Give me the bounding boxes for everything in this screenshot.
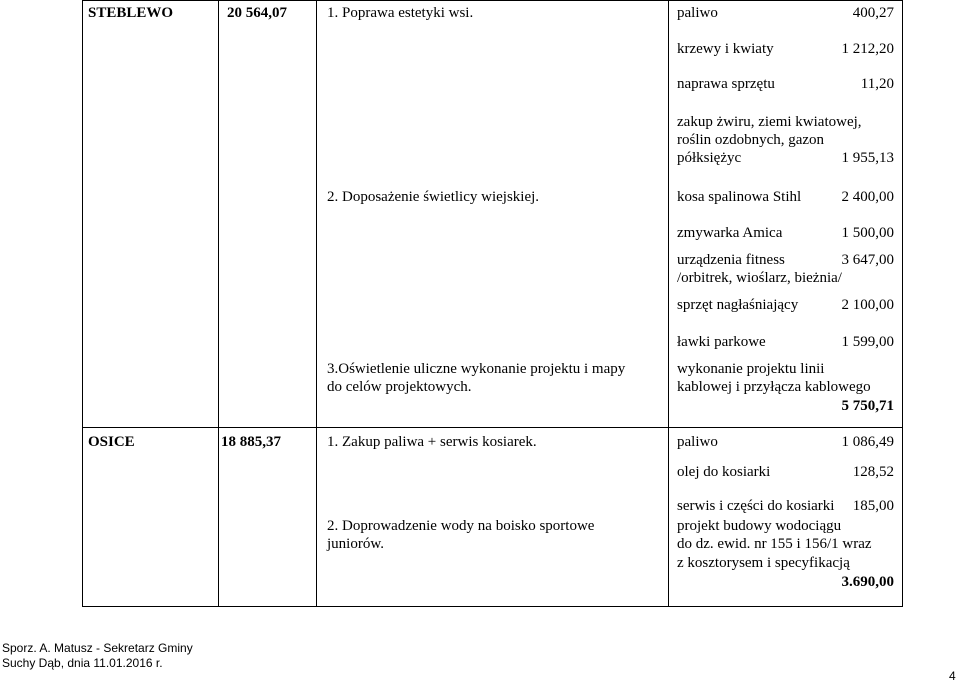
item-name: projekt budowy wodociągu [677,518,842,534]
col-divider-village [218,0,219,607]
item-name: paliwo [677,5,718,21]
item-value: 2 100,00 [841,297,894,313]
item-name: kosa spalinowa Stihl [677,189,802,205]
item-value: 3.690,00 [841,574,894,590]
col-divider-amount [316,0,317,607]
village-amount: 18 885,37 [221,434,281,450]
item-value: 128,52 [852,464,894,480]
project-name: 2. Doprowadzenie wody na boisko sportowe [327,518,595,534]
item-name: wykonanie projektu linii [677,361,825,377]
item-value: 1 599,00 [841,334,894,350]
project-name: 3.Oświetlenie uliczne wykonanie projektu i mapy [327,361,626,377]
item-name: do dz. ewid. nr 155 i 156/1 wraz [677,536,872,552]
item-value: 1 500,00 [841,225,894,241]
village-name: OSICE [88,434,135,450]
item-value: 3 647,00 [841,252,894,268]
item-name: olej do kosiarki [677,464,771,480]
table-bottom-border [82,606,903,607]
item-value: 1 212,20 [841,41,894,57]
project-name: 1. Zakup paliwa + serwis kosiarek. [327,434,537,450]
table-right-border [902,0,903,607]
page-number: 4 [949,669,956,683]
project-name: 2. Doposażenie świetlicy wiejskiej. [327,189,540,205]
project-name: juniorów. [327,536,384,552]
item-value: 11,20 [860,76,894,92]
village-amount: 20 564,07 [227,5,287,21]
item-value: 1 086,49 [841,434,894,450]
item-name: z kosztorysem i specyfikacją [677,555,850,571]
item-value: 1 955,13 [841,150,894,166]
item-name: kablowej i przyłącza kablowego [677,379,871,395]
item-value: 400,27 [852,5,894,21]
table-top-border [82,0,903,1]
project-name: 1. Poprawa estetyki wsi. [327,5,474,21]
item-name: zmywarka Amica [677,225,783,241]
row-divider [82,427,903,428]
item-name: /orbitrek, wioślarz, bieżnia/ [677,270,842,286]
table-left-border [82,0,83,607]
col-divider-project [668,0,669,607]
item-name: paliwo [677,434,718,450]
item-value: 5 750,71 [841,398,894,414]
footer-place-date: Suchy Dąb, dnia 11.01.2016 r. [2,656,163,670]
item-name: naprawa sprzętu [677,76,775,92]
item-name: półksiężyc [677,150,742,166]
village-name: STEBLEWO [88,5,174,21]
item-value: 185,00 [852,498,894,514]
item-name: sprzęt nagłaśniający [677,297,799,313]
item-name: krzewy i kwiaty [677,41,774,57]
item-name: zakup żwiru, ziemi kwiatowej, [677,114,862,130]
item-name: urządzenia fitness [677,252,785,268]
item-name: serwis i części do kosiarki [677,498,835,514]
item-name: ławki parkowe [677,334,766,350]
item-name: roślin ozdobnych, gazon [677,132,825,148]
footer-author: Sporz. A. Matusz - Sekretarz Gminy [2,641,193,655]
project-name: do celów projektowych. [327,379,472,395]
item-value: 2 400,00 [841,189,894,205]
